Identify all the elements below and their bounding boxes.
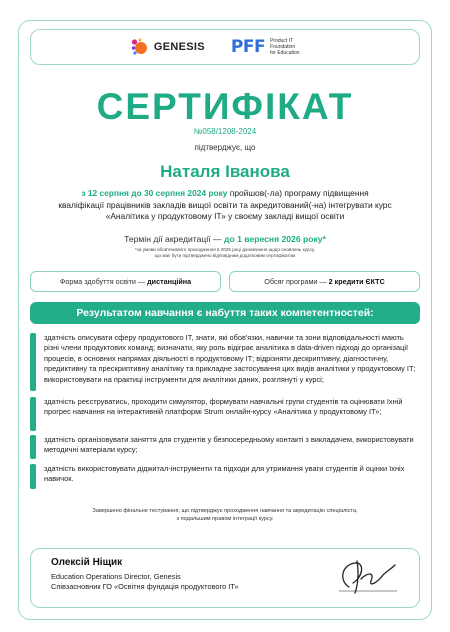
competency-item [30, 464, 420, 489]
pff-text [270, 38, 320, 56]
certificate-body [58, 188, 392, 223]
recipient-name: Наталя Іванова [160, 162, 290, 181]
program-volume-label: Обсяг програми — [264, 277, 327, 286]
certificate-title: СЕРТИФІКАТ [96, 86, 354, 127]
signatory-role: Education Operations Director, Genesis [51, 572, 181, 581]
accreditation-note-line: *за умови обов'язкового проходження в 2025 році донавчання щодо оновлень курсу, [135, 247, 315, 252]
pff-mark: PFF [230, 37, 266, 57]
competency-item [30, 435, 420, 459]
signature-block [30, 548, 420, 608]
genesis-logo [130, 37, 205, 57]
competency-text: здатність описувати сферу продуктового ІТ, знати, які обов'язки, навички та зони відповідальності мають різні члени продуктових команд; визначати, яку роль відіграє аналітика в data-driven підході до організації процесів, в основних напрямах діяльності в продуктовому ІТ; відрізняти дескриптивну, діагностичну, предиктивну та прескриптивну аналітику та прикладне застосування цих видів аналітики у продуктовому ІТ; використовувати на практиці інструменти для аналітики даних, розглянуті у курсі; [44, 333, 416, 384]
pff-logo [231, 37, 320, 57]
pff-text-line: Product IT [270, 38, 294, 44]
competency-item [30, 333, 420, 391]
final-note-line: з подальшим правом інтеграції курсу. [176, 516, 274, 522]
signatory-org: Співзасновник ГО «Освітня фундація продуктового ІТ» [51, 582, 239, 591]
handwritten-signature [331, 553, 401, 597]
program-volume-pill [229, 271, 420, 292]
competency-item [30, 397, 420, 431]
program-volume-value: 2 кредити ЄКТС [328, 277, 385, 286]
pff-text-line: for Education [270, 50, 300, 56]
logos-bar [30, 29, 420, 65]
study-form-label: Форма здобуття освіти — [59, 277, 146, 286]
accreditation-label: Термін дії акредитації — [124, 234, 224, 244]
genesis-dots-icon [130, 37, 150, 57]
confirms-text: підтверджує, що [194, 143, 256, 152]
accreditation-term [0, 234, 450, 244]
final-note [0, 507, 450, 523]
competency-text: здатність використовувати діджитал-інструменти та підходи для утримання уваги студентів й оцінки їхніх навичок. [44, 464, 405, 484]
final-note-line: Завершено фінальне тестування, що підтверджує проходження навчання та акредитацію спеціаліста, [92, 508, 358, 514]
study-period: з 12 серпня до 30 серпня 2024 року [81, 188, 228, 198]
genesis-name: GENESIS [153, 41, 205, 53]
accreditation-date: до 1 вересня 2026 року* [223, 234, 326, 244]
signatory-name: Олексій Ніщик [51, 557, 123, 568]
accreditation-note [0, 247, 450, 259]
study-form-pill [30, 271, 221, 292]
study-form-value: дистанційна [147, 277, 192, 286]
results-banner: Результатом навчання є набуття таких компетентностей: [30, 302, 420, 324]
certificate-number: №058/1208-2024 [193, 127, 257, 136]
competency-text: здатність організовувати заняття для студентів у безпосередньому контакті з викладачем, використовувати методичні матеріали курсу; [44, 435, 414, 455]
pff-text-line: Foundation [270, 44, 296, 50]
accreditation-note-line: що має бути підтверджено відповідним додатковим сертифікатом [154, 253, 296, 258]
body-rest: пройшов(-ла) програму підвищення кваліфікації працівників закладів вищої освіти та акредитований(-на) інтегрувати курс «Аналітика у продуктовому ІТ» у своєму закладі вищої освіти [58, 188, 392, 221]
competency-text: здатність реєструватись, проходити симулятор, формувати навчальні групи студентів та оцінювати їхній прогрес навчання на інтерактивній платформі Strum онлайн-курсу «Аналітика у продуктовому ІТ»; [44, 397, 403, 417]
